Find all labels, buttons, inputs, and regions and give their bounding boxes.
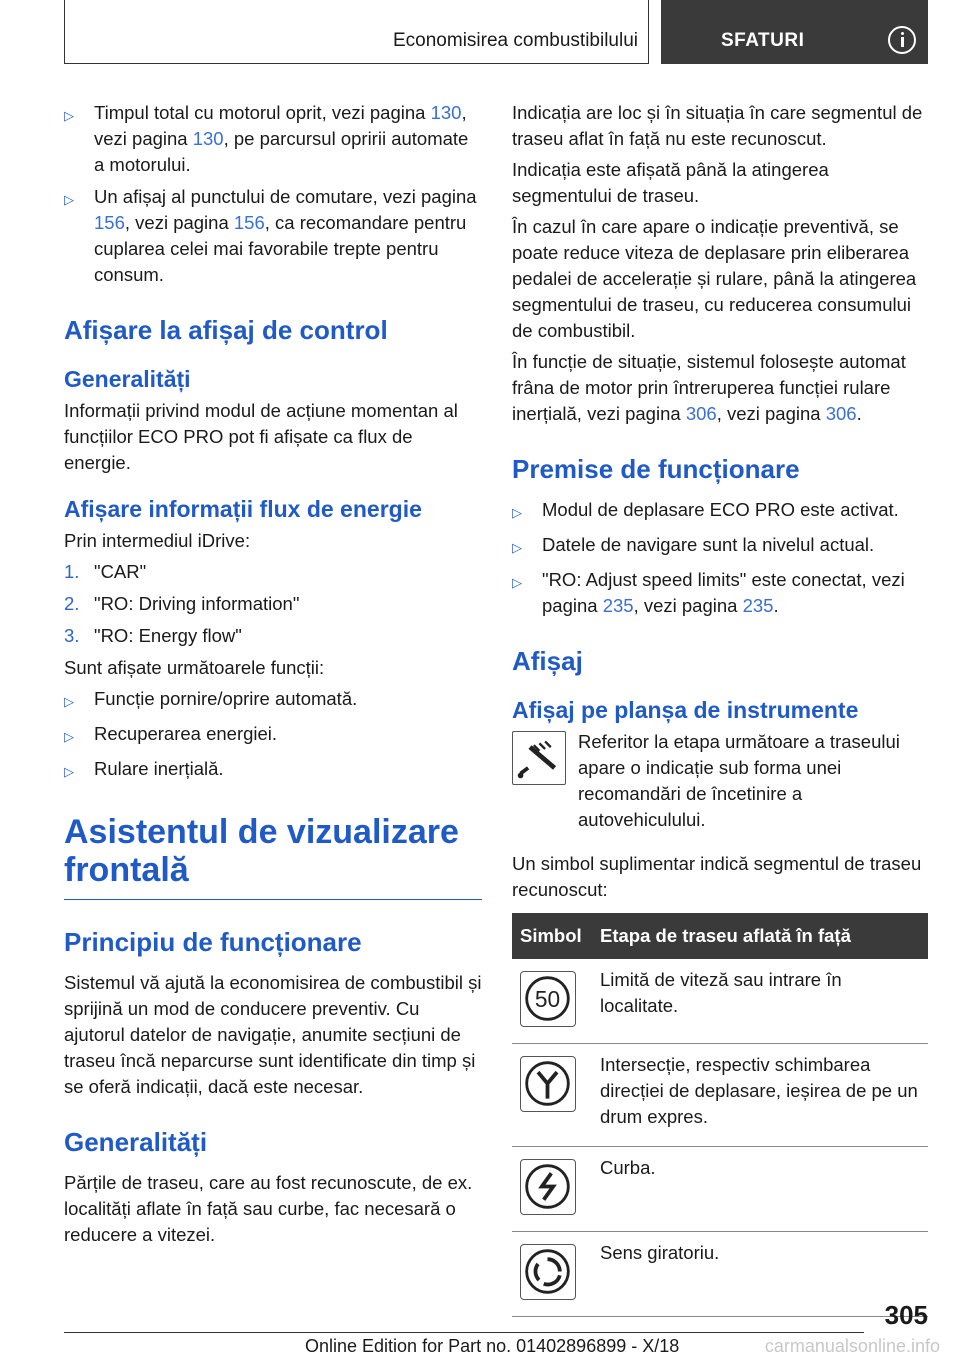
heading-afisare: Afișare la afișaj de control: [64, 315, 388, 345]
page-link[interactable]: 130: [430, 102, 462, 123]
triangle-bullet-icon: ▷: [64, 729, 74, 744]
list-item: ▷ Datele de navigare sunt la nivelul actual.: [512, 532, 930, 561]
heading-generalitati-2: Generalități: [64, 1127, 208, 1157]
footer-edition: Online Edition for Part no. 01402896899 - X/18: [305, 1336, 680, 1356]
page-number: 305: [884, 1300, 928, 1330]
list-item: ▷ Rulare inerțială.: [64, 756, 482, 785]
step-number: 2.: [64, 593, 80, 614]
left-column: [64, 100, 482, 1253]
list-item: ▷ Un afișaj al punctului de comutare, vezi pagina 156, vezi pagina 156, ca recomandare pentru cuplarea celei mai favorabile trepte pentru consum.: [64, 184, 482, 288]
symbol-description: Referitor la etapa următoare a traseului apare o indicație sub forma unei recomandări de încetinire a autovehiculului.: [512, 729, 930, 833]
heading-generalitati: Generalități: [64, 366, 191, 392]
page-link[interactable]: 156: [94, 212, 125, 233]
page-link[interactable]: 235: [742, 595, 774, 616]
table-header: [512, 913, 928, 959]
step-number: 3.: [64, 625, 80, 646]
table-row: Sens giratoriu.: [512, 1232, 928, 1317]
heading-principiu: Principiu de funcționare: [64, 927, 362, 957]
heading-afisaj: Afișaj: [512, 646, 583, 676]
list-item: [64, 591, 482, 617]
symbol-table: [512, 913, 928, 1317]
intersection-icon: [520, 1056, 576, 1112]
paragraph: În cazul în care apare o indicație preventivă, se poate reduce viteza de deplasare prin eliberarea pedalei de accelerație și rulare, până la atingerea segmentului de traseu, cu reducerea consumului de combustibil.: [512, 216, 917, 341]
list-item: ▷ Recuperarea energiei.: [64, 721, 482, 750]
speed-limit-icon: [520, 971, 576, 1027]
paragraph: Indicația este afișată până la atingerea segmentului de traseu.: [512, 159, 829, 206]
list-item: ▷ "RO: Adjust speed limits" este conectat, vezi pagina 235, vezi pagina 235.: [512, 567, 930, 619]
heading-flux-energie: Afișare informații flux de energie: [64, 496, 422, 522]
page-link[interactable]: 130: [192, 128, 224, 149]
paragraph: Prin intermediul iDrive:: [64, 530, 251, 551]
pedal-release-icon: [512, 731, 566, 785]
triangle-bullet-icon: ▷: [64, 764, 74, 779]
list-item: [64, 623, 482, 649]
step-text: "RO: Energy flow": [94, 625, 242, 646]
section-title-box: [64, 0, 649, 64]
paragraph: Informații privind modul de acțiune momentan al funcțiilor ECO PRO pot fi afișate ca flux de energie.: [64, 400, 458, 473]
watermark: carmanualsonline.info: [764, 1336, 940, 1356]
step-text: "RO: Driving information": [94, 593, 300, 614]
step-number: 1.: [64, 561, 80, 582]
category-tab[interactable]: [661, 0, 928, 64]
paragraph: Sistemul vă ajută la economisirea de combustibil și sprijină un mod de conducere preventiv. Cu ajutorul datelor de navigație, anumite secțiuni de traseu încă neparcurse sunt identificate din timp și se oferă indicații, dacă este necesar.: [64, 972, 482, 1097]
heading-premise: Premise de funcționare: [512, 454, 800, 484]
list-item: ▷ Modul de deplasare ECO PRO este activat.: [512, 497, 930, 526]
svg-text:50: 50: [534, 986, 561, 1013]
triangle-bullet-icon: ▷: [512, 540, 522, 555]
page-link[interactable]: 306: [825, 403, 857, 424]
col-symbol: Simbol: [512, 913, 592, 959]
triangle-bullet-icon: ▷: [64, 694, 74, 709]
section-title: Economisirea combustibilului: [393, 30, 638, 51]
roundabout-icon: [520, 1244, 576, 1300]
col-stage: Etapa de traseu aflată în față: [592, 913, 928, 959]
table-row: Curba.: [512, 1147, 928, 1232]
page-link[interactable]: 156: [233, 212, 265, 233]
paragraph: Părțile de traseu, care au fost recunoscute, de ex. localități aflate în față sau curbe, fac necesară o reducere a vitezei.: [64, 1172, 473, 1245]
right-column: [512, 100, 930, 1317]
footer-divider: [64, 1332, 864, 1333]
page-header: [64, 0, 928, 64]
paragraph: Indicația are loc și în situația în care segmentul de traseu aflat în față nu este recunoscut.: [512, 102, 923, 149]
heading-plansa: Afișaj pe planșa de instrumente: [512, 697, 859, 723]
table-row: Intersecție, respectiv schimbarea direcției de deplasare, ieșirea de pe un drum expres.: [512, 1044, 928, 1147]
list-item: ▷ Timpul total cu motorul oprit, vezi pagina 130, vezi pagina 130, pe parcursul opririi automate a motorului.: [64, 100, 482, 178]
triangle-bullet-icon: ▷: [512, 505, 522, 520]
curve-icon: [520, 1159, 576, 1215]
triangle-bullet-icon: ▷: [512, 575, 522, 590]
page-link[interactable]: 235: [602, 595, 634, 616]
chapter-title: Asistentul de vizualizare frontală: [64, 813, 482, 900]
paragraph: În funcție de situație, sistemul folosește automat frâna de motor prin întreruperea funcției rulare inerțială, vezi pagina 306, vezi pagina 306.: [512, 351, 906, 424]
info-icon: [888, 26, 916, 54]
paragraph: Un simbol suplimentar indică segmentul de traseu recunoscut:: [512, 853, 922, 900]
step-text: "CAR": [94, 561, 147, 582]
triangle-bullet-icon: ▷: [64, 192, 74, 207]
table-row: 50 Limită de viteză sau intrare în localitate.: [512, 959, 928, 1044]
list-item: ▷ Funcție pornire/oprire automată.: [64, 686, 482, 715]
list-item: [64, 559, 482, 585]
category-label: SFATURI: [721, 30, 805, 51]
paragraph: Sunt afișate următoarele funcții:: [64, 657, 325, 678]
page-link[interactable]: 306: [685, 403, 717, 424]
triangle-bullet-icon: ▷: [64, 108, 74, 123]
